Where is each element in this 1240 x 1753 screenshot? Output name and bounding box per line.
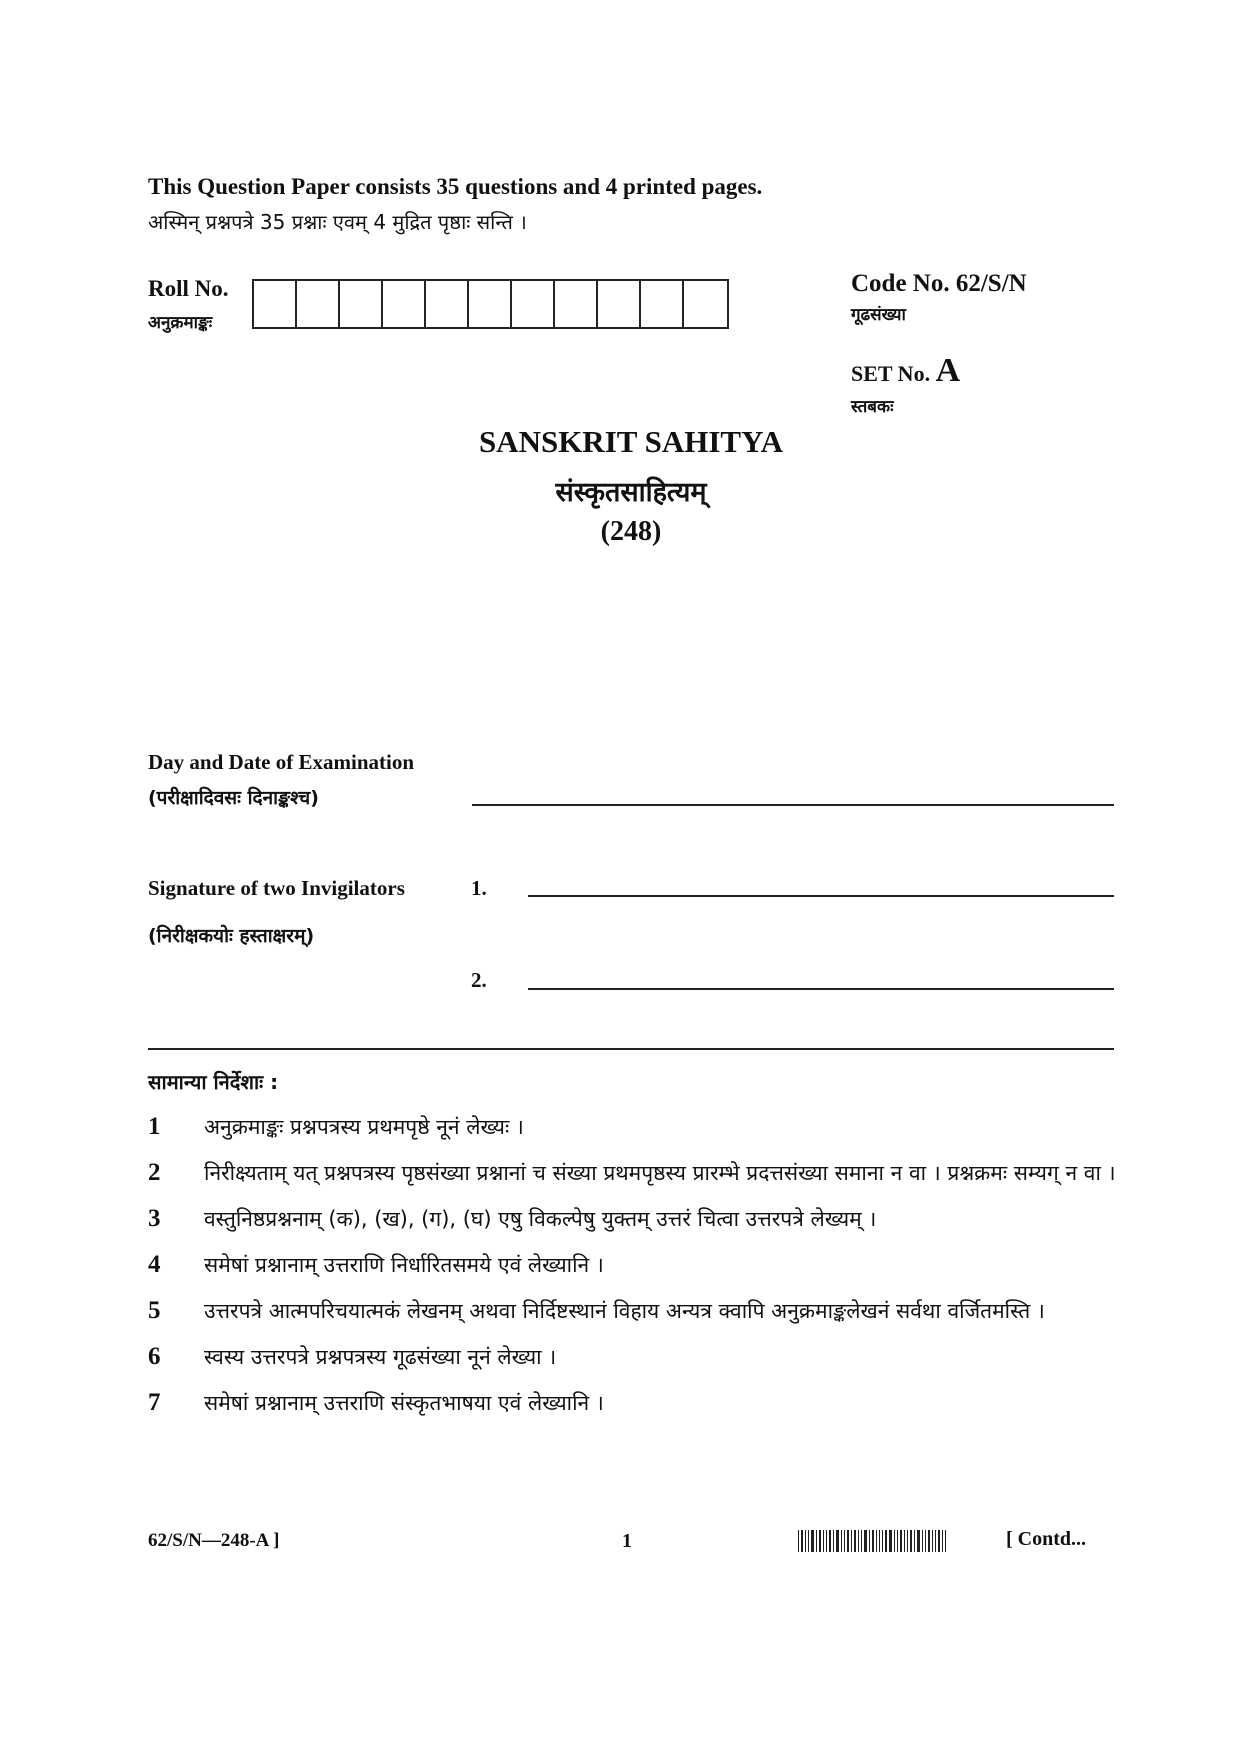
barcode-bar	[932, 1530, 933, 1552]
header-consists-en: This Question Paper consists 35 questions and 4 printed pages.	[148, 174, 763, 199]
barcode-bar	[897, 1530, 898, 1552]
exam-date-label-hi: (परीक्षादिवसः दिनाङ्कश्च)	[148, 787, 319, 809]
instruction-item	[148, 1248, 1118, 1282]
barcode-bar	[811, 1530, 814, 1552]
subject-title-hi: संस्कृतसाहित्यम्	[555, 477, 707, 508]
instruction-number: 4	[148, 1251, 161, 1278]
instruction-text: वस्तुनिष्ठप्रश्ननाम् (क), (ख), (ग), (घ) एषु विकल्पेषु युक्तम् उत्तरं चित्वा उत्तरपत्रे लेख्यम् ।	[204, 1207, 877, 1231]
code-no-label-hi: गूढसंख्या	[851, 305, 906, 325]
barcode-bar	[894, 1530, 895, 1552]
barcode	[798, 1530, 1000, 1552]
barcode-bar	[847, 1530, 849, 1552]
subject-code: (248)	[600, 516, 662, 547]
roll-no-label-hi: अनुक्रमाङ्कः	[148, 313, 213, 333]
instruction-item	[148, 1110, 1118, 1144]
roll-number-box	[254, 281, 297, 327]
barcode-bar	[851, 1530, 852, 1552]
invigilators-label-hi: (निरीक्षकयोः हस्ताक्षरम्)	[148, 925, 315, 947]
barcode-bar	[808, 1530, 809, 1552]
barcode-bar	[907, 1530, 908, 1552]
invigilators-label: Signature of two Invigilators	[148, 876, 405, 900]
instruction-item	[148, 1294, 1118, 1328]
barcode-bar	[882, 1530, 883, 1552]
barcode-bar	[841, 1530, 842, 1552]
invigilator-2-number: 2.	[471, 968, 487, 992]
barcode-bar	[935, 1530, 936, 1552]
barcode-bar	[829, 1530, 831, 1552]
footer-contd: [ Contd...	[1006, 1528, 1087, 1550]
barcode-bar	[833, 1530, 834, 1552]
roll-number-box	[297, 281, 340, 327]
exam-date-label: Day and Date of Examination	[148, 750, 415, 774]
footer-paper-code: 62/S/N—248-A ]	[148, 1530, 280, 1551]
instruction-number: 7	[148, 1389, 161, 1416]
exam-date-line	[472, 804, 1114, 806]
barcode-bar	[925, 1530, 926, 1552]
instruction-text: समेषां प्रश्नानाम् उत्तराणि निर्धारितसमये एवं लेख्यानि ।	[204, 1253, 604, 1277]
barcode-bar	[910, 1530, 912, 1552]
subject-title: SANSKRIT SAHITYA	[478, 424, 784, 459]
invigilator-2-line	[528, 988, 1114, 990]
instruction-item	[148, 1156, 1118, 1190]
barcode-bar	[869, 1530, 870, 1552]
footer-page-number: 1	[622, 1530, 632, 1552]
instruction-number: 2	[148, 1159, 161, 1186]
instruction-text: समेषां प्रश्नानाम् उत्तराणि संस्कृतभाषया एवं लेख्यानि ।	[204, 1391, 604, 1415]
header-consists-hi: अस्मिन् प्रश्नपत्रे 35 प्रश्नाः एवम् 4 मुद्रित पृष्ठाः सन्ति ।	[148, 210, 527, 234]
roll-number-boxes	[252, 279, 729, 329]
barcode-bar	[798, 1530, 799, 1552]
barcode-bar	[922, 1530, 923, 1552]
instructions-title: सामान्या निर्देशाः :	[148, 1070, 279, 1094]
barcode-bar	[879, 1530, 880, 1552]
roll-number-box	[469, 281, 512, 327]
section-divider	[148, 1048, 1114, 1050]
instruction-number: 1	[148, 1113, 161, 1140]
roll-number-box	[383, 281, 426, 327]
barcode-bar	[872, 1530, 874, 1552]
instruction-item	[148, 1202, 1118, 1236]
barcode-bar	[864, 1530, 867, 1552]
set-no-label: SET No.	[851, 361, 931, 386]
barcode-bar	[826, 1530, 827, 1552]
barcode-bar	[836, 1530, 839, 1552]
barcode-bar	[805, 1530, 806, 1552]
roll-number-box	[512, 281, 555, 327]
instructions-list	[148, 1110, 1118, 1432]
set-no	[851, 352, 960, 390]
barcode-bar	[854, 1530, 856, 1552]
invigilator-1-line	[528, 895, 1114, 897]
roll-number-box	[684, 281, 727, 327]
code-no-label: Code No. 62/S/N	[851, 270, 1027, 297]
instruction-number: 6	[148, 1343, 161, 1370]
barcode-bar	[844, 1530, 845, 1552]
barcode-bar	[945, 1530, 946, 1552]
roll-number-box	[641, 281, 684, 327]
set-letter: A	[935, 352, 961, 389]
barcode-bar	[942, 1530, 943, 1552]
barcode-bar	[928, 1530, 930, 1552]
instruction-item	[148, 1386, 1118, 1420]
instruction-number: 5	[148, 1297, 161, 1324]
barcode-bar	[819, 1530, 821, 1552]
instruction-item	[148, 1340, 1118, 1374]
barcode-bar	[914, 1530, 915, 1552]
invigilator-1-number: 1.	[471, 876, 487, 900]
barcode-bar	[876, 1530, 877, 1552]
barcode-bar	[889, 1530, 892, 1552]
instruction-text: निरीक्ष्यताम् यत् प्रश्नपत्रस्य पृष्ठसंख्या प्रश्नानां च संख्या प्रथमपृष्ठस्य प्रारम्भे प्रदत्तसंख्या समाना न वा । प्रश्नक्रमः सम्यग् न वा ।	[204, 1161, 1116, 1185]
barcode-bar	[801, 1530, 803, 1552]
barcode-bar	[900, 1530, 902, 1552]
barcode-bar	[904, 1530, 905, 1552]
barcode-bar	[861, 1530, 862, 1552]
barcode-bar	[816, 1530, 817, 1552]
instruction-number: 3	[148, 1205, 161, 1232]
barcode-bar	[917, 1530, 920, 1552]
barcode-bar	[885, 1530, 887, 1552]
barcode-bar	[938, 1530, 940, 1552]
roll-number-box	[555, 281, 598, 327]
instruction-text: अनुक्रमाङ्कः प्रश्नपत्रस्य प्रथमपृष्ठे नूनं लेख्यः ।	[204, 1115, 524, 1139]
instruction-text: स्वस्य उत्तरपत्रे प्रश्नपत्रस्य गूढसंख्या नूनं लेख्या ।	[204, 1345, 557, 1369]
barcode-bar	[858, 1530, 859, 1552]
barcode-bar	[823, 1530, 824, 1552]
instruction-text: उत्तरपत्रे आत्मपरिचयात्मकं लेखनम् अथवा निर्दिष्टस्थानं विहाय अन्यत्र क्वापि अनुक्रमाङ्कलेखनं सर्वथा वर्जितमस्ति ।	[204, 1299, 1045, 1323]
set-no-label-hi: स्तबकः	[851, 397, 894, 417]
roll-number-box	[340, 281, 383, 327]
roll-no-label: Roll No.	[148, 276, 229, 301]
roll-number-box	[426, 281, 469, 327]
roll-number-box	[598, 281, 641, 327]
